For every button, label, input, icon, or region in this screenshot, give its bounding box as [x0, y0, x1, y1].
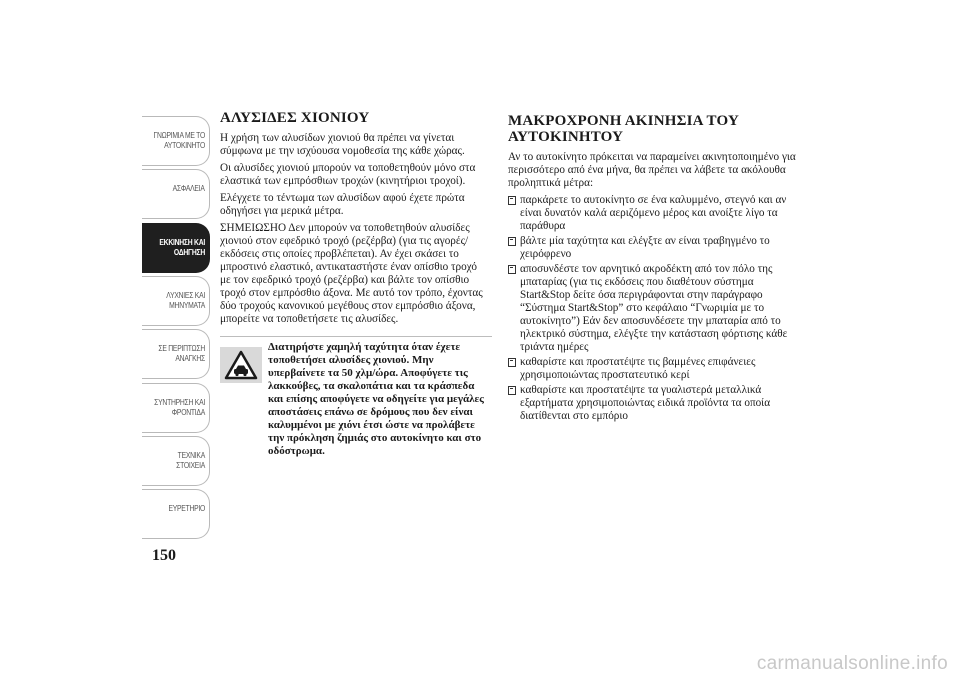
- tab-index[interactable]: [142, 489, 210, 539]
- tab-label: ΤΕΧΝΙΚΑ ΣΤΟΙΧΕΙΑ: [176, 451, 205, 470]
- tab-safety[interactable]: [142, 169, 210, 219]
- tab-maintenance[interactable]: [142, 383, 210, 433]
- section-title: ΜΑΚΡΟΧΡΟΝΗ ΑΚΙΝΗΣΙΑ ΤΟΥ ΑΥΤΟΚΙΝΗΤΟΥ: [508, 113, 739, 145]
- checkbox-icon: [508, 386, 516, 395]
- tab-label: ΛΥΧΝΙΕΣ ΚΑΙ ΜΗΝΥΜΑΤΑ: [166, 291, 205, 310]
- paragraph: ΣΗΜΕΙΩΣΗΟ Δεν μπορούν να τοποθετηθούν αλυσίδες χιονιού στον εφεδρικό τροχό (ρεζέρβα) (για τις αγορές/εκδόσεις στις οποίες προβλέπεται). Αν έχει σκάσει το μπροστινό ελαστικό, αντικαταστήστε έναν οπίσθιο τροχό με τον εφεδρικό τροχό (ρεζέρβα) και βάλτε τον οπίσθιο τροχό στον εμπρόσθιο άξονα. Με αυτό τον τρόπο, έχοντας δύο τροχούς κανονικού μεγέθους στον εμπρόσθιο άξονα, μπορείτε να τοποθετήσετε τις αλυσίδες.: [220, 222, 483, 325]
- intro-paragraph: Αν το αυτοκίνητο πρόκειται να παραμείνει ακινητοποιημένο για περισσότερο από ένα μήνα, θα πρέπει να λάβετε τα ακόλουθα προληπτικά μέτρα:: [508, 151, 796, 189]
- snow-chains-section: [220, 110, 490, 458]
- precautions-list: [508, 194, 798, 423]
- tab-label: ΕΚΚΙΝΗΣΗ ΚΑΙ ΟΔΗΓΗΣΗ: [159, 238, 205, 257]
- warning-text: Διατηρήστε χαμηλή ταχύτητα όταν έχετε τοποθετήσει αλυσίδες χιονιού. Μην υπερβαίνετε τα 50 χλμ/ώρα. Αποφύγετε τις λακκούβες, τα σκαλοπάτια και τα κράσπεδα και επίσης αποφύγετε να οδηγείτε για μεγάλες αποστάσεις επάνω σε δρόμους που δεν είναι καλυμμένοι με χιόνι έτσι ώστε να προλάβετε την πρόκληση ζημιάς στο αυτοκίνητο και στο οδόστρωμα.: [268, 341, 484, 457]
- tab-technical-data[interactable]: [142, 436, 210, 486]
- paragraph: Οι αλυσίδες χιονιού μπορούν να τοποθετηθούν μόνο στα ελαστικά των εμπρόσθιων τροχών (κινητήριοι τροχοί).: [220, 162, 476, 187]
- checkbox-icon: [508, 196, 516, 205]
- tab-label: ΕΥΡΕΤΗΡΙΟ: [168, 504, 205, 513]
- list-item: αποσυνδέστε τον αρνητικό ακροδέκτη από τον πόλο της μπαταρίας (για τις εκδόσεις που διαθέτουν σύστημα Start&Stop δείτε όσα περιγράφονται στην παράγραφο “Σύστημα Start&Stop” στο κεφάλαιο “Γνωριμία με το αυτοκίνητο”) Εάν δεν αποσυνδέσετε την μπαταρία από το ηλεκτρικό σύστημα, ελέγξτε την κατάσταση φόρτισης κάθε τριάντα ημέρες: [508, 263, 798, 354]
- tab-label: ΣΕ ΠΕΡΙΠΤΩΣΗ ΑΝΑΓΚΗΣ: [158, 344, 205, 363]
- tab-emergency[interactable]: [142, 329, 210, 379]
- paragraph: Η χρήση των αλυσίδων χιονιού θα πρέπει να γίνεται σύμφωνα με την ισχύουσα νομοθεσία της κάθε χώρας.: [220, 132, 465, 157]
- paragraph: Ελέγχετε το τέντωμα των αλυσίδων αφού έχετε πρώτα οδηγήσει για μερικά μέτρα.: [220, 192, 465, 217]
- checkbox-icon: [508, 265, 516, 274]
- tab-label: ΓΝΩΡΙΜΙΑ ΜΕ ΤΟ ΑΥΤΟΚΙΝΗΤΟ: [153, 131, 205, 150]
- long-inactivity-section: [508, 113, 798, 425]
- tab-starting-driving[interactable]: [142, 223, 210, 273]
- tab-label: ΑΣΦΑΛΕΙΑ: [173, 184, 205, 193]
- page-number: 150: [152, 547, 176, 564]
- watermark: carmanualsonline.info: [756, 653, 948, 674]
- section-title: ΑΛΥΣΙΔΕΣ ΧΙΟΝΙΟΥ: [220, 110, 370, 126]
- list-item: καθαρίστε και προστατέψτε τα γυαλιστερά μεταλλικά εξαρτήματα χρησιμοποιώντας ειδικά προϊόντα τα οποία διατίθενται στο εμπόριο: [508, 384, 798, 423]
- list-item: βάλτε μία ταχύτητα και ελέγξτε αν είναι τραβηγμένο το χειρόφρενο: [508, 235, 798, 261]
- tab-label: ΣΥΝΤΗΡΗΣΗ ΚΑΙ ΦΡΟΝΤΙΔΑ: [154, 398, 205, 417]
- divider: [220, 336, 492, 337]
- checkbox-icon: [508, 358, 516, 367]
- list-item: καθαρίστε και προστατέψτε τις βαμμένες επιφάνειες χρησιμοποιώντας προστατευτικό κερί: [508, 356, 798, 382]
- tab-getting-to-know[interactable]: [142, 116, 210, 166]
- list-item: παρκάρετε το αυτοκίνητο σε ένα καλυμμένο, στεγνό και αν είναι δυνατόν καλά αεριζόμενο μέρος και ανοίξτε λίγο τα παράθυρα: [508, 194, 798, 233]
- checkbox-icon: [508, 237, 516, 246]
- warning-box: [220, 341, 490, 458]
- warning-triangle-icon: [220, 347, 262, 383]
- tab-warning-lights[interactable]: [142, 276, 210, 326]
